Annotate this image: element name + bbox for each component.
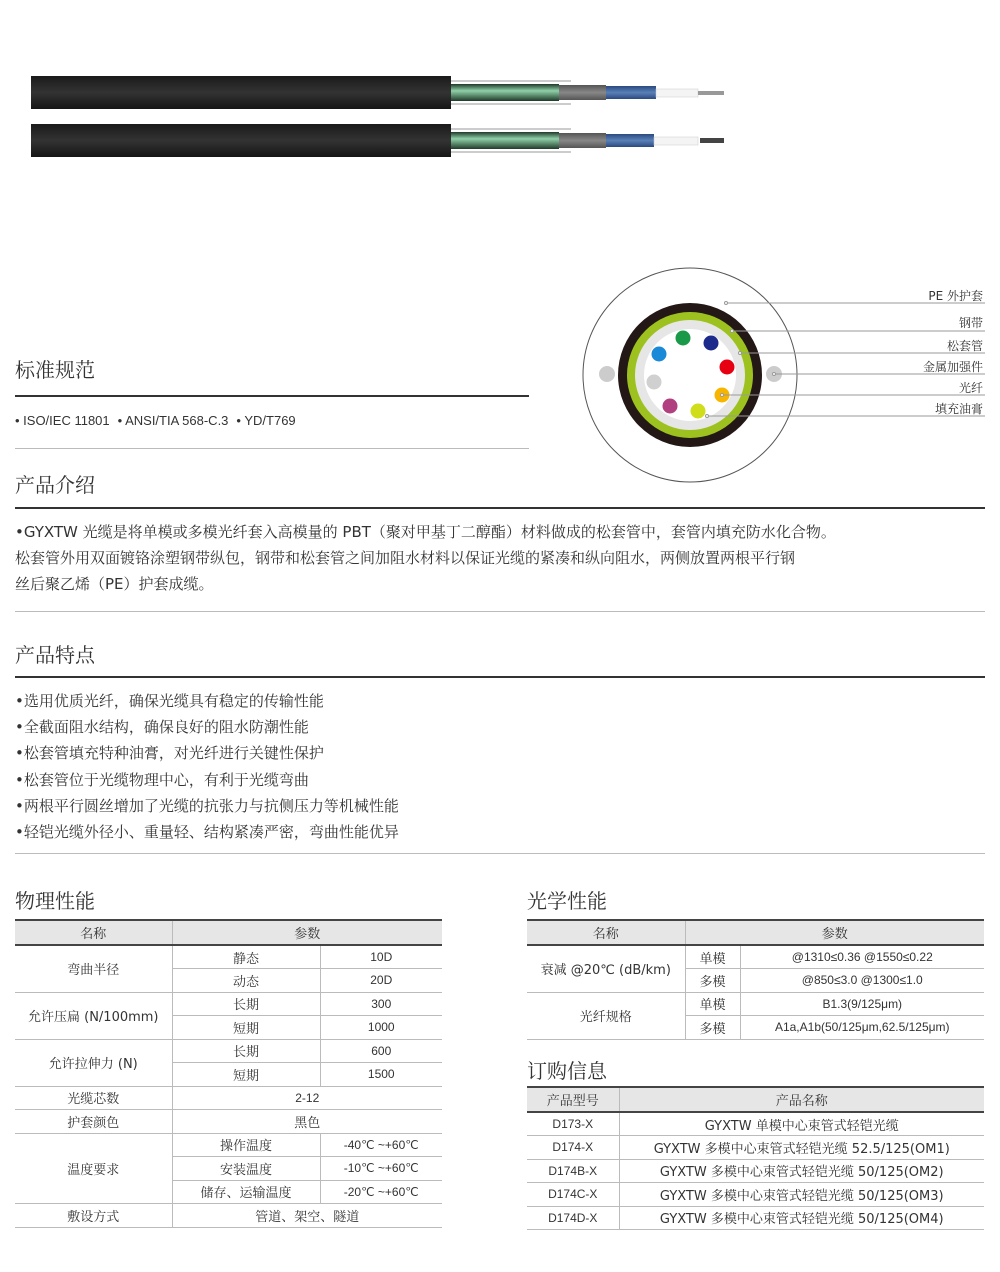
table-row: 温度要求 操作温度 -40℃ ~+60℃ [15, 1133, 442, 1157]
col-header: 参数 [172, 920, 442, 945]
col-header: 名称 [527, 920, 685, 945]
table-row: 动态 20D [15, 969, 442, 993]
table-row: 护套颜色 黑色 [15, 1110, 442, 1134]
label-steel-tape: 钢带 [958, 316, 983, 330]
standard-item: • ISO/IEC 11801 [15, 413, 110, 428]
table-row: D174B-X GYXTW 多模中心束管式轻铠光缆 50/125(OM2) [527, 1159, 984, 1183]
table-row: 短期 1000 [15, 1016, 442, 1040]
label-pe-jacket: PE 外护套 [928, 289, 983, 303]
order-heading: 订购信息 [527, 1059, 607, 1083]
divider [15, 448, 529, 449]
col-header: 产品型号 [527, 1087, 619, 1112]
divider [15, 676, 985, 678]
physical-table [15, 919, 442, 1228]
table-row: D174C-X GYXTW 多模中心束管式轻铠光缆 50/125(OM3) [527, 1183, 984, 1207]
col-header: 参数 [685, 920, 984, 945]
feature-item: •松套管填充特种油膏，对光纤进行关键性保护 [15, 744, 324, 763]
standards-heading: 标准规范 [15, 358, 95, 382]
label-fiber: 光纤 [958, 381, 983, 395]
features-heading: 产品特点 [15, 643, 95, 667]
label-filling-gel: 填充油膏 [934, 402, 983, 416]
intro-text [15, 519, 975, 597]
feature-item: •全截面阻水结构，确保良好的阻水防潮性能 [15, 718, 309, 737]
label-strength-member: 金属加强件 [922, 360, 983, 374]
table-row: 光纤规格 单模 B1.3(9/125μm) [527, 992, 984, 1016]
feature-item: •轻铠光缆外径小、重量轻、结构紧凑严密，弯曲性能优异 [15, 823, 399, 842]
table-row: 多模 A1a,A1b(50/125μm,62.5/125μm) [527, 1016, 984, 1040]
intro-line: 丝后聚乙烯（PE）护套成缆。 [15, 575, 214, 593]
table-row: 敷设方式 管道、架空、隧道 [15, 1204, 442, 1228]
standard-item: • ANSI/TIA 568-C.3 [117, 413, 229, 428]
table-row: 光缆芯数 2-12 [15, 1086, 442, 1110]
feature-item: •选用优质光纤，确保光缆具有稳定的传输性能 [15, 692, 324, 710]
table-row: 弯曲半径 静态 10D [15, 945, 442, 969]
table-row: 多模 @850≤3.0 @1300≤1.0 [527, 969, 984, 993]
table-row: D174-X GYXTW 多模中心束管式轻铠光缆 52.5/125(OM1) [527, 1136, 984, 1160]
table-row: 衰减 @20℃ (dB/km) 单模 @1310≤0.36 @1550≤0.22 [527, 945, 984, 969]
intro-line: •GYXTW 光缆是将单模或多模光纤套入高模量的 PBT（聚对甲基丁二醇酯）材料做成的松套管中，套管内填充防水化合物。 [15, 523, 836, 541]
table-row: 短期 1500 [15, 1063, 442, 1087]
table-row: 安装温度 -10℃ ~+60℃ [15, 1157, 442, 1181]
intro-heading: 产品介绍 [15, 473, 95, 497]
col-header: 产品名称 [619, 1087, 984, 1112]
table-row: D174D-X GYXTW 多模中心束管式轻铠光缆 50/125(OM4) [527, 1206, 984, 1230]
intro-line: 松套管外用双面镀铬涂塑钢带纵包，钢带和松套管之间加阻水材料以保证光缆的紧凑和纵向阻水，两侧放置两根平行钢 [15, 549, 796, 567]
table-row: D173-X GYXTW 单模中心束管式轻铠光缆 [527, 1112, 984, 1136]
table-row: 储存、运输温度 -20℃ ~+60℃ [15, 1180, 442, 1204]
standard-item: • YD/T769 [236, 413, 296, 428]
order-table [527, 1086, 984, 1230]
divider [15, 395, 529, 397]
feature-item: •两根平行圆丝增加了光缆的抗张力与抗侧压力等机械性能 [15, 796, 399, 815]
table-row: 允许拉伸力 (N) 长期 600 [15, 1039, 442, 1063]
features-list [15, 688, 399, 845]
table-row: 允许压扁 (N/100mm) 长期 300 [15, 992, 442, 1016]
label-loose-tube: 松套管 [946, 339, 983, 353]
optical-heading: 光学性能 [527, 889, 607, 913]
standards-list [15, 413, 296, 428]
divider [15, 853, 985, 854]
feature-item: •松套管位于光缆物理中心，有利于光缆弯曲 [15, 770, 309, 789]
divider [15, 507, 985, 509]
col-header: 名称 [15, 920, 172, 945]
optical-table [527, 919, 984, 1040]
physical-heading: 物理性能 [15, 889, 95, 913]
divider [15, 611, 985, 612]
